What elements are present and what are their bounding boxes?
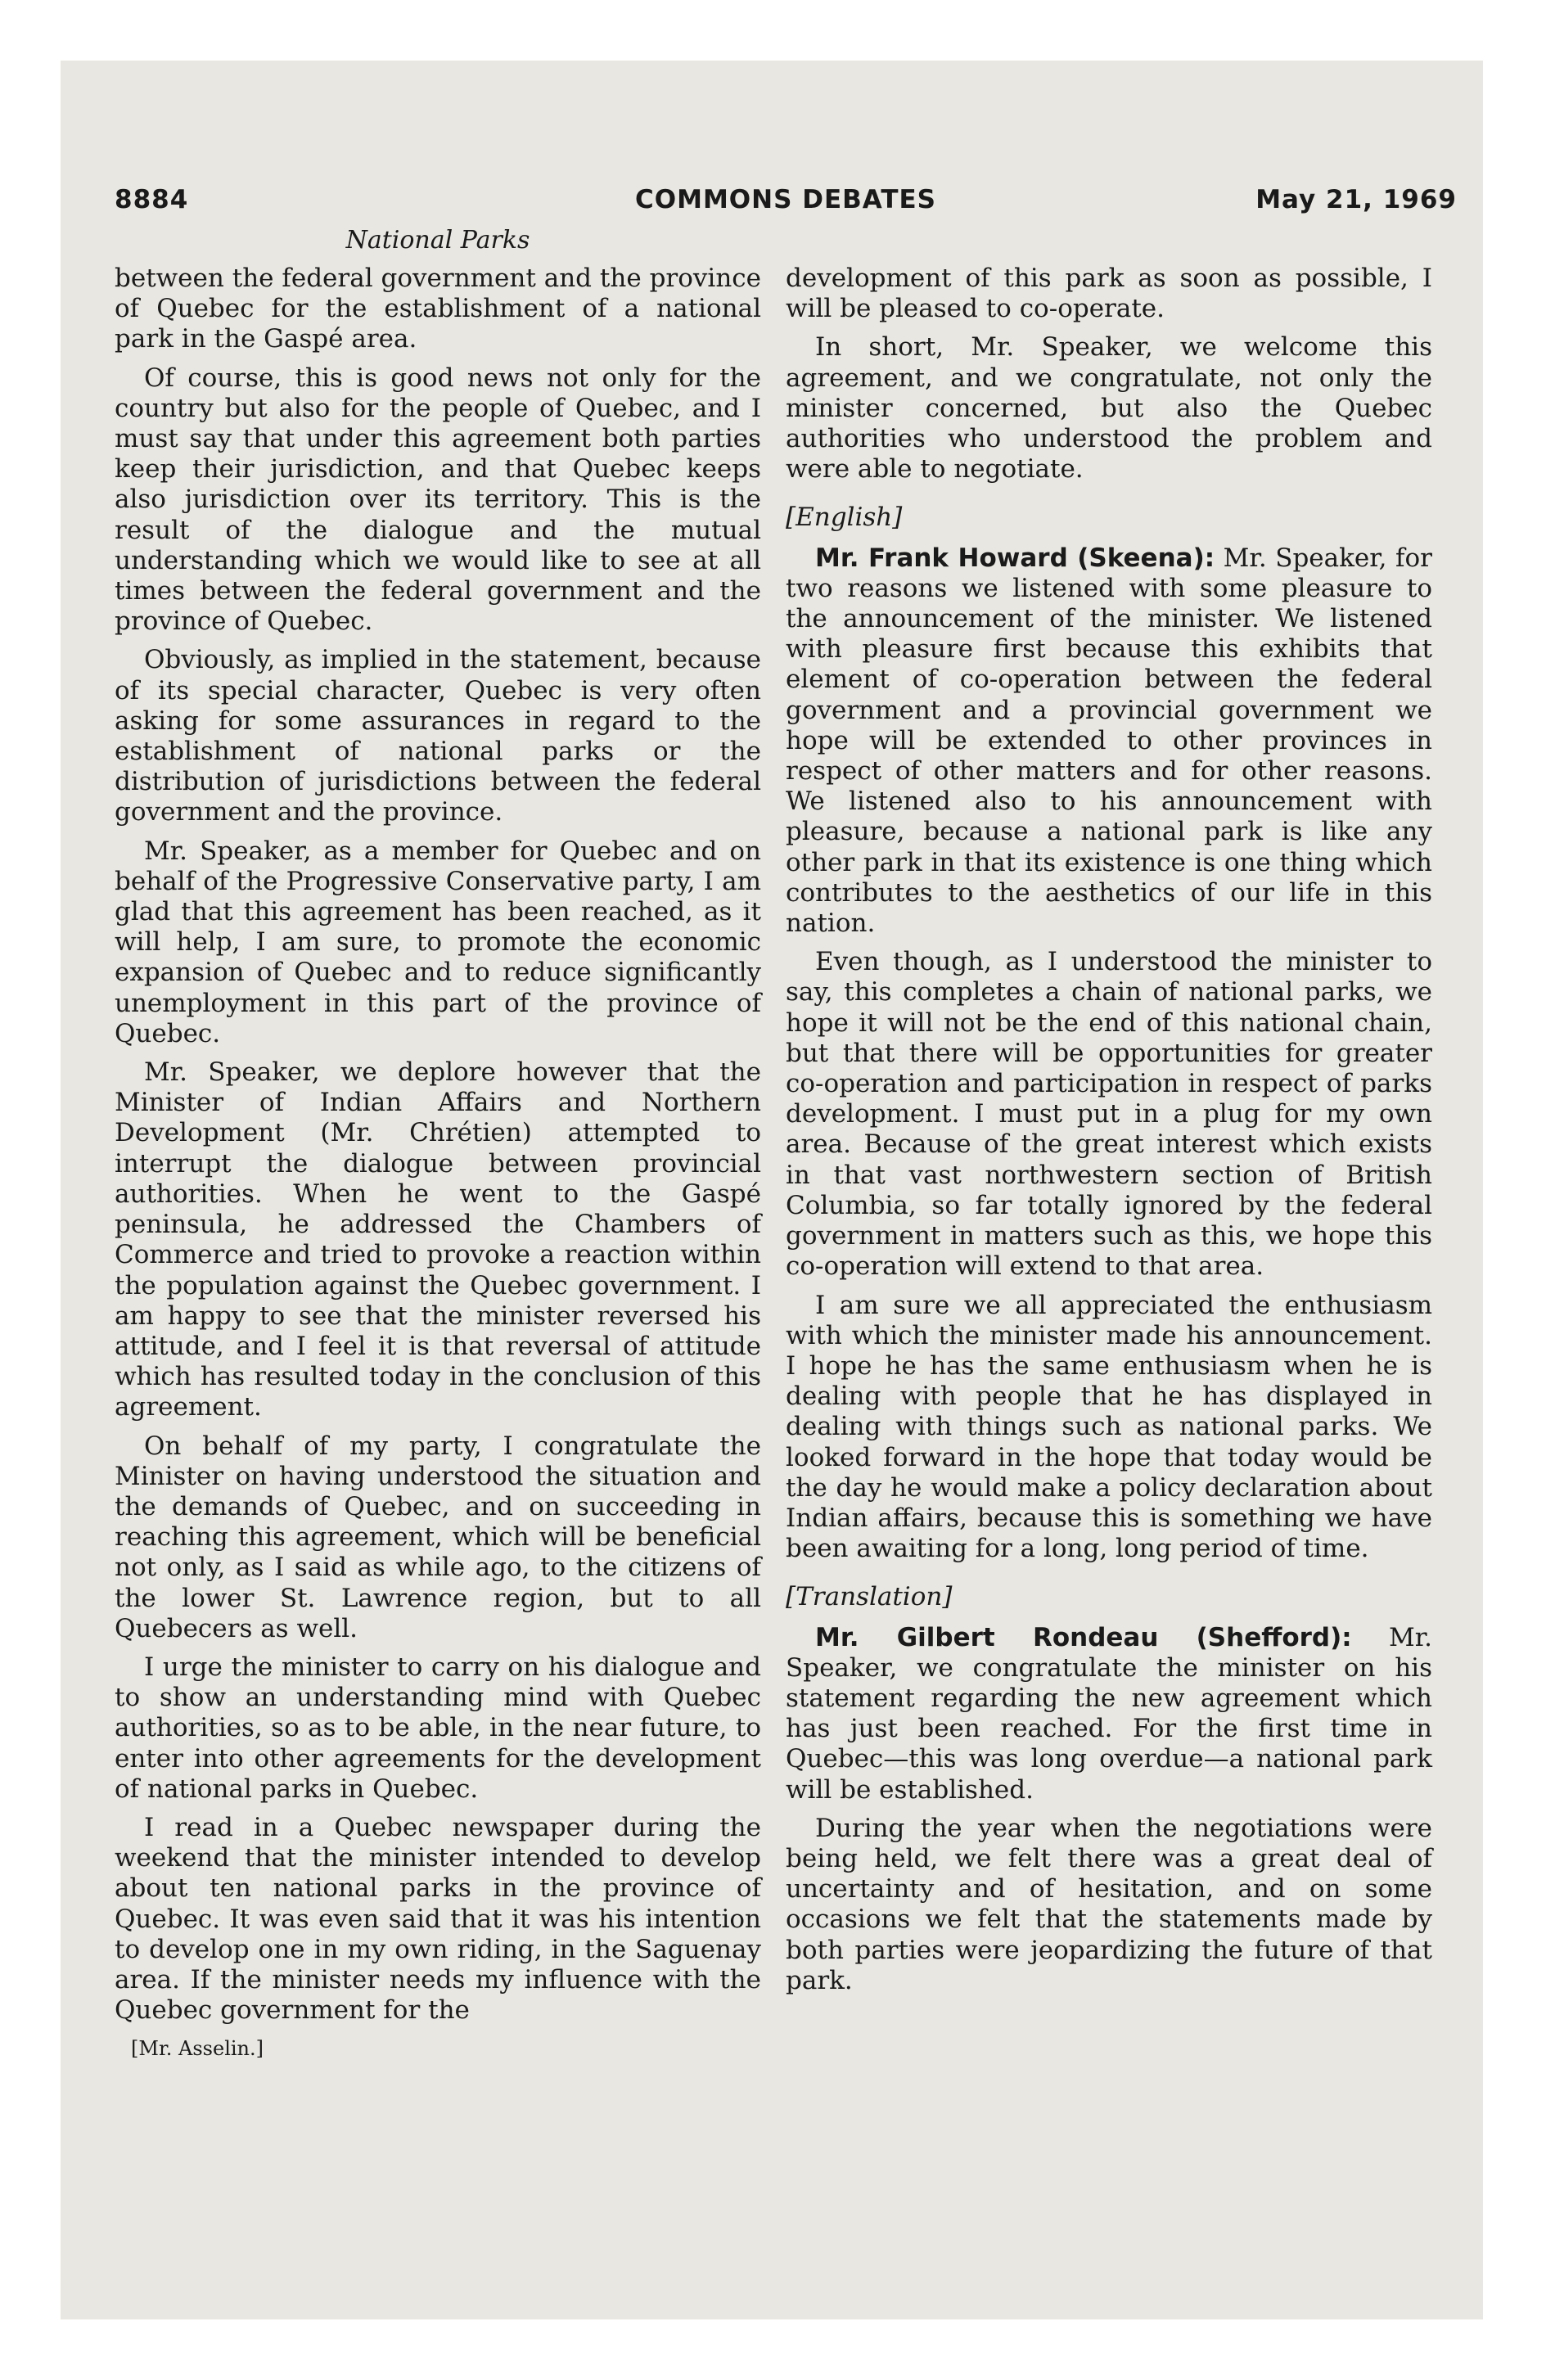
speech-paragraph — [786, 543, 1432, 940]
speech-text: Mr. Speaker, we congratulate the minister on his statement regarding the new agreement which has just been reached. For the first time in Quebec—this was long overdue—a national park will be established. — [786, 1622, 1432, 1805]
left-column — [115, 264, 761, 2065]
paragraph: In short, Mr. Speaker, we welcome this agreement, and we congratulate, not only the minister concerned, but also the Quebec authorities who understood the problem and were able to negotiate. — [786, 332, 1432, 485]
paragraph: Obviously, as implied in the statement, because of its special character, Quebec is very often asking for some assurances in regard to the establishment of national parks or the distribution of jurisdictions between the federal government and the province. — [115, 645, 761, 827]
paragraph: Mr. Speaker, as a member for Quebec and on behalf of the Progressive Conservative party, I am glad that this agreement has been reached, as it will help, I am sure, to promote the economic expansion of Quebec and to reduce significantly unemployment in this part of the province of Quebec. — [115, 836, 761, 1048]
paragraph: On behalf of my party, I congratulate the Minister on having understood the situation and the demands of Quebec, and on succeeding in reaching this agreement, which will be beneficial not only, as I said as while ago, to the citizens of the lower St. Lawrence region, but to all Quebecers as well. — [115, 1431, 761, 1643]
paragraph: During the year when the negotiations were being held, we felt there was a great deal of uncertainty and of hesitation, and on some occasions we felt that the statements made by both parties were jeopardizing the future of that park. — [786, 1813, 1432, 1995]
publication-date: May 21, 1969 — [1255, 185, 1457, 214]
paragraph: development of this park as soon as possible, I will be pleased to co-operate. — [786, 264, 1432, 324]
speaker-name-rondeau: Mr. Gilbert Rondeau (Shefford): — [815, 1622, 1352, 1652]
paragraph: Even though, as I understood the minister to say, this completes a chain of national parks, we hope it will not be the end of this national chain, but that there will be opportunities for greater co-operation and participation in respect of parks development. I must put in a plug for my own area. Because of the great interest which exists in that vast northwestern section of British Columbia, so far totally ignored by the federal government in matters such as this, we hope this co-operation will extend to that area. — [786, 947, 1432, 1282]
paragraph: Mr. Speaker, we deplore however that the Minister of Indian Affairs and Northern Development (Mr. Chrétien) attempted to interrupt the dialogue between provincial authorities. When he went to the Gaspé peninsula, he addressed the Chambers of Commerce and tried to provoke a reaction within the population against the Quebec government. I am happy to see that the minister reversed his attitude, and I feel it is that reversal of attitude which has resulted today in the conclusion of this agreement. — [115, 1057, 761, 1422]
paragraph: I read in a Quebec newspaper during the weekend that the minister intended to develop about ten national parks in the province of Quebec. It was even said that it was his intention to develop one in my own riding, in the Saguenay area. If the minister needs my influence with the Quebec government for the — [115, 1812, 761, 2026]
publication-title: COMMONS DEBATES — [635, 185, 936, 214]
speech-paragraph — [786, 1623, 1432, 1805]
paragraph: Of course, this is good news not only for the country but also for the people of Quebec, and I must say that under this agreement both parties keep their jurisdiction, and that Quebec keeps also jurisdiction over its territory. This is the result of the dialogue and the mutual understanding which we would like to see at all times between the federal government and the province of Quebec. — [115, 363, 761, 637]
section-title: National Parks — [345, 226, 530, 255]
paragraph: I am sure we all appreciated the enthusiasm with which the minister made his announcement. I hope he has the same enthusiasm when he is dealing with people that he has displayed in dealing with things such as national parks. We looked forward in the hope that today would be the day he would make a policy declaration about Indian affairs, because this is something we have been awaiting for a long, long period of time. — [786, 1290, 1432, 1564]
page-number: 8884 — [115, 185, 189, 214]
speech-text: Mr. Speaker, for two reasons we listened with some pleasure to the announcement of the minister. We listened with pleasure first because this exhibits that element of co-operation between the federal government and a provincial government we hope will be extended to other provinces in respect of other matters and for other reasons. We listened also to his announcement with pleasure, because a national park is like any other park in that its existence is one thing which contributes to the aesthetics of our life in this nation. — [786, 543, 1432, 939]
right-column — [786, 264, 1432, 2004]
language-marker-english: [English] — [786, 503, 903, 533]
language-marker-translation: [Translation] — [786, 1582, 953, 1612]
paragraph: I urge the minister to carry on his dialogue and to show an understanding mind with Quebec authorities, so as to be able, in the near future, to enter into other agreements for the development of national parks in Quebec. — [115, 1652, 761, 1804]
speaker-name-howard: Mr. Frank Howard (Skeena): — [815, 543, 1215, 573]
paragraph: between the federal government and the province of Quebec for the establishment of a national park in the Gaspé area. — [115, 264, 761, 354]
page-header — [115, 185, 1457, 224]
speaker-signature: [Mr. Asselin.] — [131, 2037, 264, 2061]
